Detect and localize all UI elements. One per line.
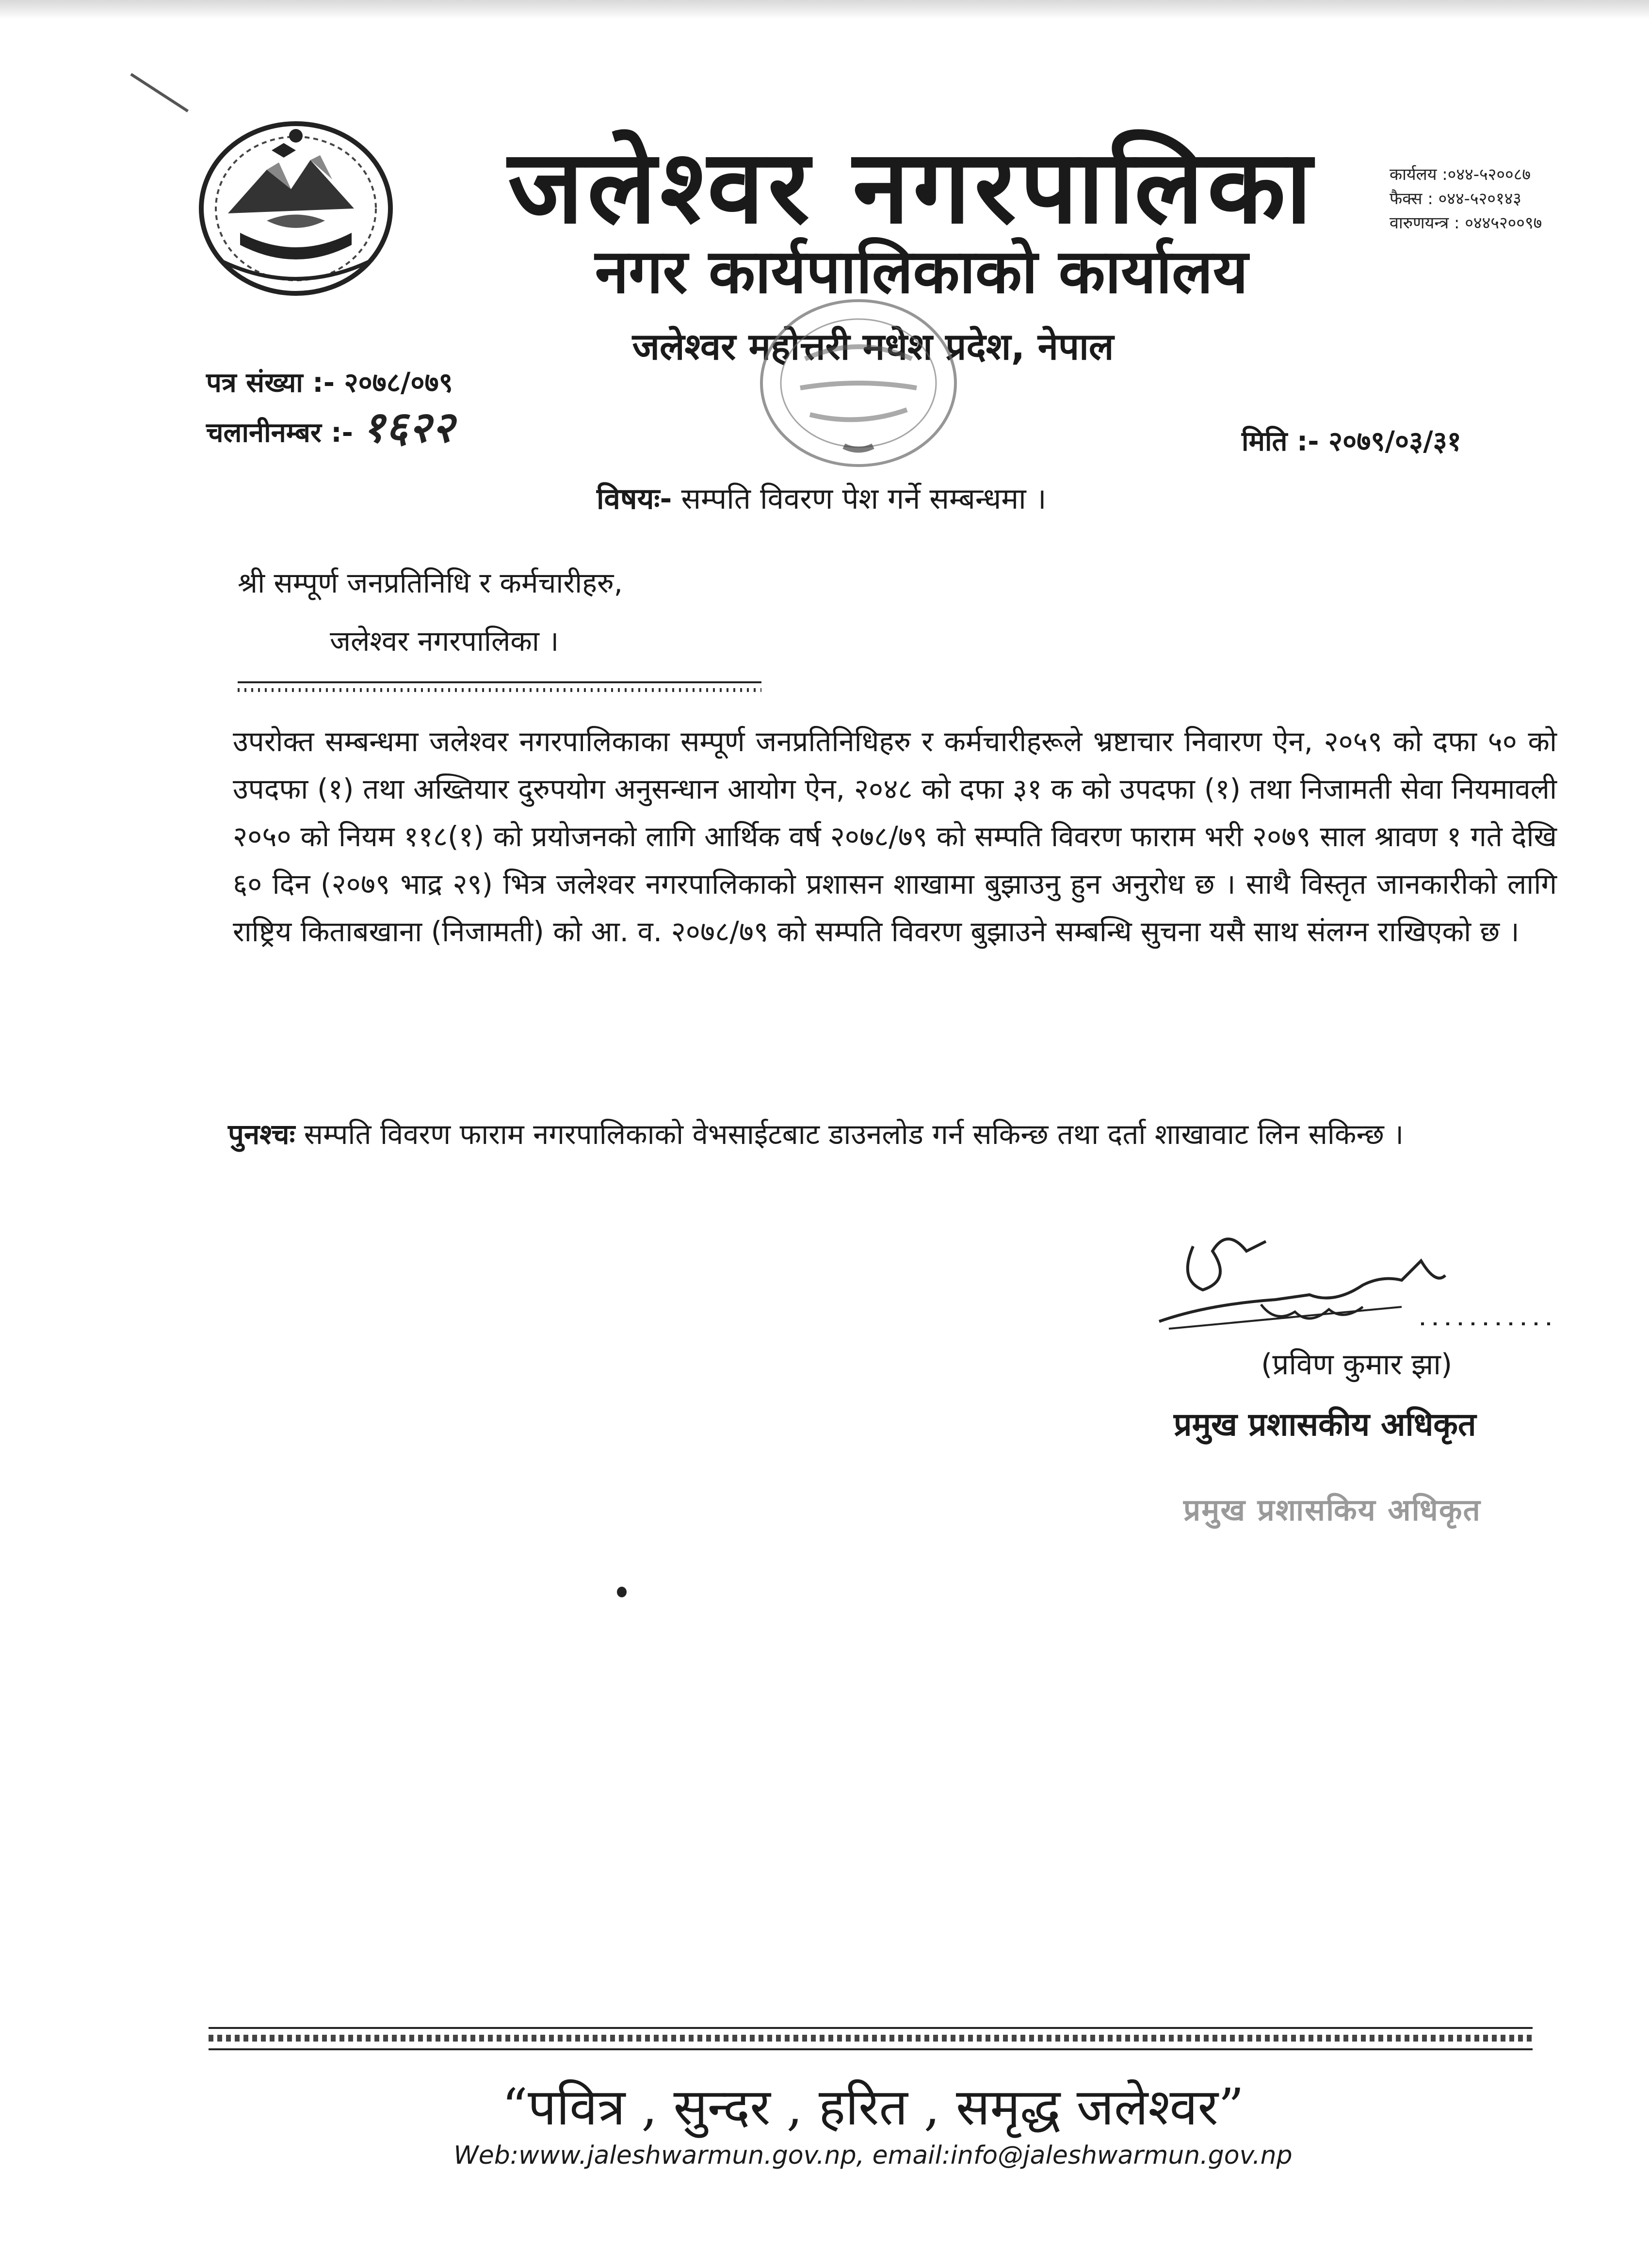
signatory-title: प्रमुख प्रशासकीय अधिकृत xyxy=(1174,1406,1476,1443)
office-stamp xyxy=(747,286,970,490)
recipient-line-2: जलेश्वर नगरपालिका । xyxy=(330,625,559,658)
letter-date: मिति :- २०७९/०३/३१ xyxy=(1242,426,1461,457)
divider-line xyxy=(238,681,761,694)
dispatch-number-handwritten: १६२२ xyxy=(362,402,455,452)
scan-edge-shadow xyxy=(0,0,1649,19)
footer-divider xyxy=(209,2027,1533,2050)
signatory-name: (प्रविण कुमार झा) xyxy=(1261,1348,1453,1382)
designation-stamp: प्रमुख प्रशासकिय अधिकृत xyxy=(1183,1492,1481,1528)
body-paragraph: उपरोक्त सम्बन्धमा जलेश्वर नगरपालिकाका सम्पूर्ण जनप्रतिनिधिहरु र कर्मचारीहरूले भ्रष्टाचार निवारण ऐन, २०५९ को दफा ५० को उपदफा (१) तथा अख्तियार दुरुपयोग अनुसन्धान आयोग ऐन, २०४८ को दफा ३१ क को उपदफा (१) तथा निजामती सेवा नियमावली २०५० को नियम ११८(१) को प्रयोजनको लागि आर्थिक वर्ष २०७८/७९ को सम्पति विवरण फाराम भरी २०७९ साल श्रावण १ गते देखि ६० दिन (२०७९ भाद्र २९) भित्र जलेश्वर नगरपालिकाको प्रशासन शाखामा बुझाउनु हुन अनुरोध छ । साथै विस्तृत जानकारीको लागि राष्ट्रिय किताबखाना (निजामती) को आ. व. २०७८/७९ को सम्पति विवरण बुझाउने सम्बन्धि सुचना यसै साथ संलग्न राखिएको छ । xyxy=(233,725,1557,948)
dispatch-number-label: चलानीनम्बर :- xyxy=(206,417,353,449)
footer-motto: “पवित्र , सुन्दर , हरित , समृद्ध जलेश्वर” xyxy=(501,2077,1245,2137)
fax-number: फैक्स : ०४४-५२०१४३ xyxy=(1390,189,1521,209)
municipality-title: जलेश्वर नगरपालिका xyxy=(508,127,1316,246)
letter-number: पत्र संख्या :- २०७८/०७९ xyxy=(206,367,453,399)
recipient-line-1: श्री सम्पूर्ण जनप्रतिनिधि र कर्मचारीहरु, xyxy=(238,566,623,599)
footer-web-email: Web:www.jaleshwarmun.gov.np, email:info@jaleshwarmun.gov.np xyxy=(453,2141,1293,2170)
ink-dot xyxy=(617,1587,627,1597)
office-subtitle: नगर कार्यपालिकाको कार्यालय xyxy=(595,236,1248,307)
office-address: जलेश्वर महोत्तरी मधेश प्रदेश, नेपाल xyxy=(632,325,1114,368)
postscript-label: पुनश्चः xyxy=(228,1118,295,1151)
office-phone: कार्यलय :०४४-५२००८७ xyxy=(1390,165,1531,184)
subject-line xyxy=(597,478,1047,517)
pen-mark xyxy=(130,73,189,112)
postscript-text: सम्पति विवरण फाराम नगरपालिकाको वेभसाईटबाट डाउनलोड गर्न सकिन्छ तथा दर्ता शाखावाट लिन सकिन्छ । xyxy=(304,1118,1404,1151)
subject-label: विषयः- xyxy=(597,482,672,516)
contact-block xyxy=(1390,162,1608,235)
fire-brigade-phone: वारुणयन्त्र : ०४४५२००९७ xyxy=(1390,213,1542,233)
subject-text: सम्पति विवरण पेश गर्ने सम्बन्धमा । xyxy=(681,482,1047,516)
dispatch-number-row xyxy=(206,402,455,452)
nepal-emblem-logo xyxy=(194,116,398,301)
postscript xyxy=(228,1110,1557,1158)
